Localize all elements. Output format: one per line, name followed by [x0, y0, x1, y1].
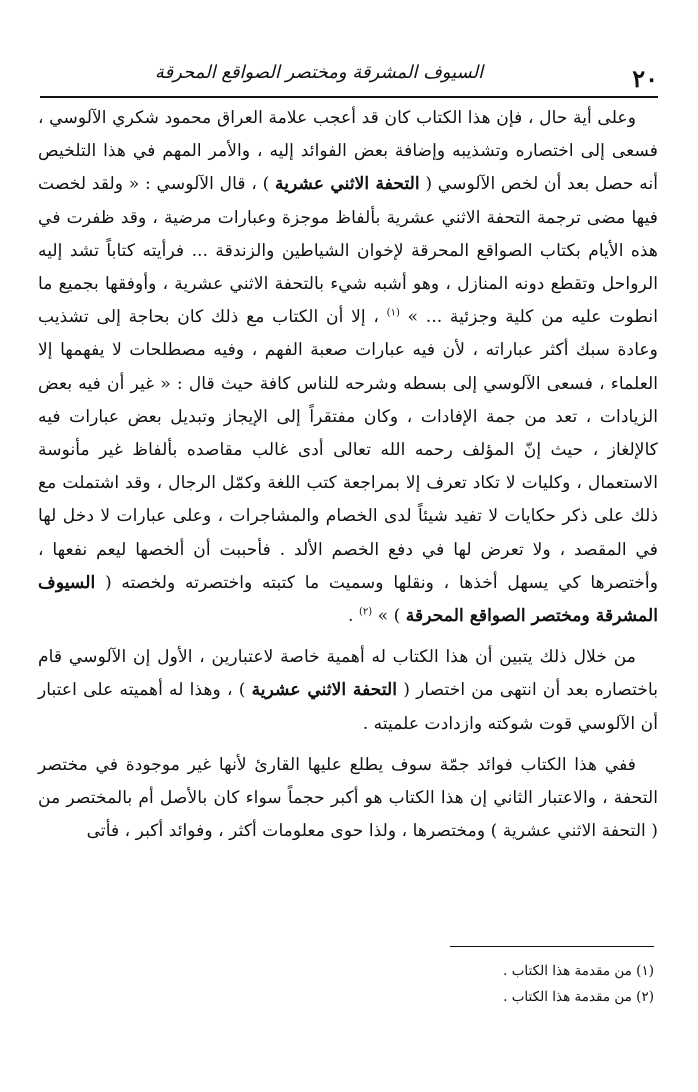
- bold-title: السيوف المشرقة ومختصر الصواقع المحرقة: [38, 572, 658, 627]
- text-run: ) »: [372, 606, 406, 627]
- footnote-marker: (١): [386, 307, 400, 319]
- text-run: .: [348, 606, 359, 627]
- text-run: من خلال ذلك يتبين أن هذا الكتاب له أهمية خاصة لاعتبارين ، الأول إن الآلوسي قام باختصاره بعد أن انتهى من اختصار (: [38, 647, 658, 701]
- text-run: ففي هذا الكتاب فوائد جمّة سوف يطلع عليها القارئ لأنها غير موجودة في مختصر التحفة ، والاعتبار الثاني إن هذا الكتاب هو أكبر حجماً سواء كان بالأصل أم بالمختصر من ( التحفة الاثني عشرية ) ومختصرها ، ولذا حوى معلومات أكثر ، وفوائد أكبر ، فأتى: [38, 754, 658, 842]
- paragraph-1: [38, 102, 658, 633]
- paragraph-3: [38, 749, 658, 849]
- running-title: السيوف المشرقة ومختصر الصواقع المحرقة: [154, 62, 484, 83]
- bold-title: التحفة الاثني عشرية: [275, 174, 420, 195]
- bold-title: التحفة الاثني عشرية: [251, 680, 398, 701]
- footnote-2: (٢) من مقدمة هذا الكتاب .: [503, 989, 654, 1005]
- footnote-divider: [450, 946, 654, 947]
- text-run: ) ، قال الآلوسي : « ولقد لخصت فيها مضى ترجمة التحفة الاثني عشرية بألفاظ موجزة وعبارات مرضية ، وقد ظفرت في هذه الأيام بكتاب الصواقع المحرقة لإخوان الشياطين والزندقة ... فرأيته كتاباً تشد إليه الرواحل وتقطع دونه المنازل ، وهو أشبه شيء بالتحفة الاثني عشرية ، وأوفقها بجميع ما انطوت عليه من كلية وجزئية ... »: [38, 174, 658, 328]
- body-text: [38, 102, 658, 848]
- text-run: ، إلا أن الكتاب مع ذلك كان بحاجة إلى تشذيب وعادة سبك أكثر عباراته ، لأن فيه عبارات صعبة الفهم ، وفيه مصطلحات لا يفهمها إلا العلماء ، فسعى الآلوسي إلى بسطه وشرحه للناس كافة حيث قال : « غير أن فيه بعض الزيادات ، تعد من جمة الإفادات ، وكان مفتقراً إلى الإيجاز وتبديل بعض عبارات فيه كالإلغاز ، حيث إنّ المؤلف رحمه الله تعالى أدى غالب مقاصده بألفاظ غير مأنوسة الاستعمال ، وكليات لا تكاد تعرف إلا بمراجعة كتب اللغة وكمّل الرجال ، وقد اشتملت مع ذلك على ذكر حكايات لا تفيد شيئاً لدى الخصام والمشاجرات ، وعلى عبارات لا دخل لها في المقصد ، ولا تعرض لها في دفع الخصم الألد . فأحببت أن ألخصها ليعم نفعها ، وأختصرها كي يسهل أخذها ، ونقلها وسميت ما كتبته واختصرته ولخصته (: [38, 307, 658, 593]
- text-run: وعلى أية حال ، فإن هذا الكتاب كان قد أعجب علامة العراق محمود شكري الآلوسي ، فسعى إلى اختصاره وتشذيبه وإضافة بعض الفوائد إليه ، والأمر المهم في هذا التلخيص أنه حصل بعد أن لخص الآلوسي (: [38, 108, 658, 195]
- page-header: [40, 60, 658, 98]
- footnote-1: (١) من مقدمة هذا الكتاب .: [503, 963, 654, 979]
- page-number: ٢٠: [632, 64, 658, 93]
- footnote-marker: (٢): [358, 606, 373, 618]
- footnotes: [300, 958, 654, 1010]
- text-run: ) ، وهذا له أهميته على اعتبار أن الآلوسي قوت شوكته وازدادت علميته .: [38, 680, 658, 734]
- paragraph-2: [38, 641, 658, 741]
